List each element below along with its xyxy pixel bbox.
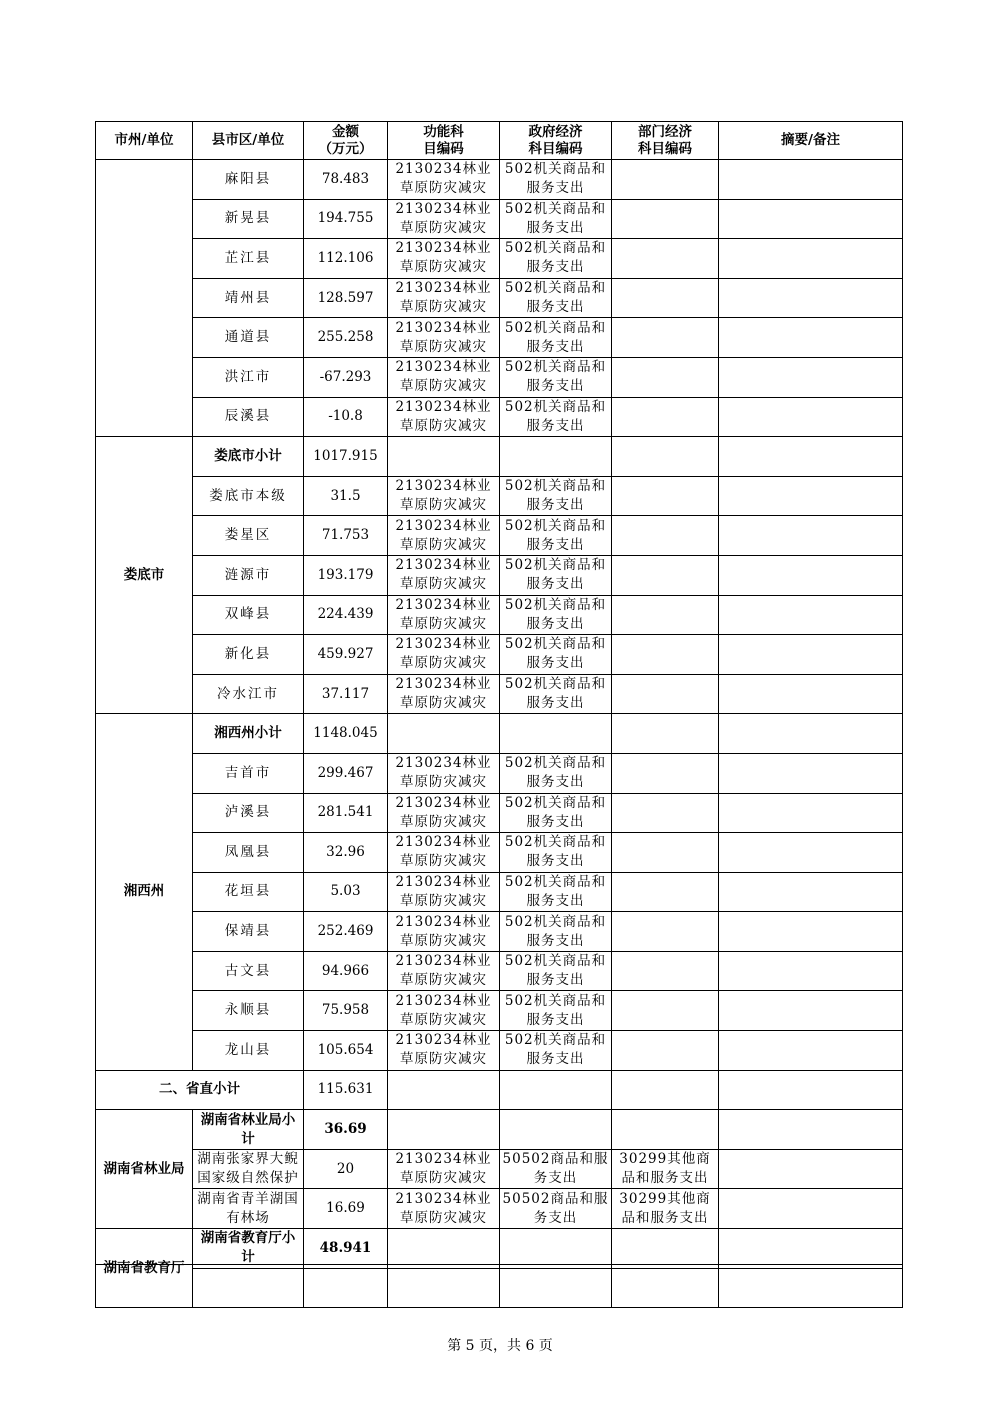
- table-header-row: [96, 122, 903, 160]
- subtotal-label-cell: 湖南省教育厅小计: [193, 1229, 304, 1269]
- func-code-cell: 2130234林业草原防灾减灾: [388, 991, 500, 1031]
- table-row: [96, 516, 903, 556]
- remark-cell: [719, 397, 903, 437]
- table-row: [96, 674, 903, 714]
- amount-cell: 71.753: [304, 516, 388, 556]
- func-code-cell: 2130234林业草原防灾减灾: [388, 397, 500, 437]
- subtotal-label-cell: 湘西州小计: [193, 714, 304, 754]
- dept-code-cell: [612, 753, 719, 793]
- remark-cell: [719, 476, 903, 516]
- subtotal-amount-cell: 48.941: [304, 1229, 388, 1269]
- dept-code-cell: 30299其他商品和服务支出: [612, 1189, 719, 1229]
- remark-cell: [719, 635, 903, 675]
- header-city: 市州/单位: [96, 122, 193, 160]
- table-row: [96, 1268, 903, 1308]
- remark-cell: [719, 318, 903, 358]
- county-cell: 保靖县: [193, 912, 304, 952]
- city-cell: 娄底市: [96, 437, 193, 714]
- gov-code-cell: [500, 437, 612, 477]
- table-row: [96, 555, 903, 595]
- dept-code-cell: [612, 635, 719, 675]
- gov-code-cell: [500, 714, 612, 754]
- gov-code-cell: [500, 1268, 612, 1308]
- amount-cell: 94.966: [304, 951, 388, 991]
- dept-code-cell: [612, 1031, 719, 1071]
- county-cell: 古文县: [193, 951, 304, 991]
- remark-cell: [719, 1070, 903, 1110]
- remark-cell: [719, 951, 903, 991]
- gov-code-cell: [500, 1110, 612, 1150]
- dept-code-cell: [612, 397, 719, 437]
- amount-cell: 252.469: [304, 912, 388, 952]
- city-cell: [96, 160, 193, 437]
- county-cell: 麻阳县: [193, 160, 304, 200]
- provincial-subtotal-label: 二、省直小计: [96, 1070, 304, 1110]
- remark-cell: [719, 1268, 903, 1308]
- county-cell: 芷江县: [193, 239, 304, 279]
- remark-cell: [719, 872, 903, 912]
- gov-code-cell: 502机关商品和服务支出: [500, 793, 612, 833]
- func-code-cell: [388, 1070, 500, 1110]
- remark-cell: [719, 239, 903, 279]
- func-code-cell: [388, 1229, 500, 1269]
- amount-cell: [304, 1268, 388, 1308]
- table-row: [96, 595, 903, 635]
- gov-code-cell: 502机关商品和服务支出: [500, 318, 612, 358]
- func-code-cell: 2130234林业草原防灾减灾: [388, 872, 500, 912]
- remark-cell: [719, 753, 903, 793]
- remark-cell: [719, 357, 903, 397]
- dept-code-cell: [612, 357, 719, 397]
- func-code-cell: 2130234林业草原防灾减灾: [388, 476, 500, 516]
- func-code-cell: 2130234林业草原防灾减灾: [388, 1149, 500, 1189]
- remark-cell: [719, 1189, 903, 1229]
- unit-name-cell: 湖南张家界大鲵国家级自然保护: [193, 1149, 304, 1189]
- table-row: [96, 318, 903, 358]
- dept-code-cell: [612, 318, 719, 358]
- dept-code-cell: [612, 278, 719, 318]
- amount-cell: 459.927: [304, 635, 388, 675]
- county-cell: 娄星区: [193, 516, 304, 556]
- func-code-cell: 2130234林业草原防灾减灾: [388, 674, 500, 714]
- func-code-cell: 2130234林业草原防灾减灾: [388, 635, 500, 675]
- dept-code-cell: [612, 555, 719, 595]
- gov-code-cell: 502机关商品和服务支出: [500, 1031, 612, 1071]
- dept-code-cell: [612, 516, 719, 556]
- city-cell: 湘西州: [96, 714, 193, 1070]
- table-row: [96, 239, 903, 279]
- allocation-table: [95, 121, 903, 1308]
- header-remark: 摘要/备注: [719, 122, 903, 160]
- county-cell: 通道县: [193, 318, 304, 358]
- header-func-code: 功能科 目编码: [388, 122, 500, 160]
- table-row: [96, 872, 903, 912]
- remark-cell: [719, 1110, 903, 1150]
- county-cell: 新化县: [193, 635, 304, 675]
- remark-cell: [719, 160, 903, 200]
- gov-code-cell: [500, 1229, 612, 1269]
- unit-cell: 湖南省教育厅: [96, 1229, 193, 1308]
- func-code-cell: 2130234林业草原防灾减灾: [388, 951, 500, 991]
- dept-code-cell: [612, 1070, 719, 1110]
- amount-cell: -10.8: [304, 397, 388, 437]
- county-cell: 泸溪县: [193, 793, 304, 833]
- dept-code-cell: [612, 912, 719, 952]
- table-row: [96, 357, 903, 397]
- remark-cell: [719, 912, 903, 952]
- unit-cell: 湖南省林业局: [96, 1110, 193, 1229]
- remark-cell: [719, 1229, 903, 1269]
- gov-code-cell: 502机关商品和服务支出: [500, 199, 612, 239]
- gov-code-cell: 502机关商品和服务支出: [500, 635, 612, 675]
- table-row: [96, 437, 903, 477]
- county-cell: 吉首市: [193, 753, 304, 793]
- county-cell: 双峰县: [193, 595, 304, 635]
- subtotal-amount-cell: 1148.045: [304, 714, 388, 754]
- amount-cell: 128.597: [304, 278, 388, 318]
- subtotal-amount-cell: 36.69: [304, 1110, 388, 1150]
- gov-code-cell: 502机关商品和服务支出: [500, 278, 612, 318]
- amount-cell: 105.654: [304, 1031, 388, 1071]
- county-cell: 娄底市本级: [193, 476, 304, 516]
- gov-code-cell: 502机关商品和服务支出: [500, 912, 612, 952]
- gov-code-cell: 502机关商品和服务支出: [500, 872, 612, 912]
- table-row: [96, 1149, 903, 1189]
- page-footer: 第 5 页，共 6 页: [447, 1338, 553, 1354]
- func-code-cell: 2130234林业草原防灾减灾: [388, 753, 500, 793]
- table-row: [96, 160, 903, 200]
- dept-code-cell: [612, 793, 719, 833]
- amount-cell: 37.117: [304, 674, 388, 714]
- table-row: [96, 912, 903, 952]
- header-county: 县市区/单位: [193, 122, 304, 160]
- gov-code-cell: 502机关商品和服务支出: [500, 833, 612, 873]
- dept-code-cell: [612, 714, 719, 754]
- func-code-cell: [388, 714, 500, 754]
- unit-name-cell: 湖南省青羊湖国有林场: [193, 1189, 304, 1229]
- table-row: [96, 991, 903, 1031]
- table-row: [96, 833, 903, 873]
- table-row: [96, 397, 903, 437]
- amount-cell: 281.541: [304, 793, 388, 833]
- func-code-cell: 2130234林业草原防灾减灾: [388, 833, 500, 873]
- gov-code-cell: 502机关商品和服务支出: [500, 595, 612, 635]
- amount-cell: 112.106: [304, 239, 388, 279]
- gov-code-cell: 502机关商品和服务支出: [500, 753, 612, 793]
- func-code-cell: [388, 1268, 500, 1308]
- remark-cell: [719, 674, 903, 714]
- header-gov-code: 政府经济 科目编码: [500, 122, 612, 160]
- gov-code-cell: 502机关商品和服务支出: [500, 516, 612, 556]
- dept-code-cell: [612, 239, 719, 279]
- subtotal-label-cell: 娄底市小计: [193, 437, 304, 477]
- func-code-cell: 2130234林业草原防灾减灾: [388, 160, 500, 200]
- func-code-cell: 2130234林业草原防灾减灾: [388, 1031, 500, 1071]
- remark-cell: [719, 1031, 903, 1071]
- table-row: [96, 635, 903, 675]
- amount-cell: 255.258: [304, 318, 388, 358]
- amount-cell: 224.439: [304, 595, 388, 635]
- header-dept-code: 部门经济 科目编码: [612, 122, 719, 160]
- dept-code-cell: [612, 160, 719, 200]
- gov-code-cell: 502机关商品和服务支出: [500, 160, 612, 200]
- remark-cell: [719, 991, 903, 1031]
- amount-cell: 5.03: [304, 872, 388, 912]
- dept-code-cell: [612, 951, 719, 991]
- dept-code-cell: [612, 595, 719, 635]
- county-cell: 永顺县: [193, 991, 304, 1031]
- county-cell: 龙山县: [193, 1031, 304, 1071]
- remark-cell: [719, 714, 903, 754]
- county-cell: 洪江市: [193, 357, 304, 397]
- table-row: [96, 278, 903, 318]
- func-code-cell: 2130234林业草原防灾减灾: [388, 555, 500, 595]
- amount-cell: 299.467: [304, 753, 388, 793]
- remark-cell: [719, 595, 903, 635]
- dept-code-cell: [612, 1110, 719, 1150]
- dept-code-cell: [612, 437, 719, 477]
- func-code-cell: 2130234林业草原防灾减灾: [388, 1189, 500, 1229]
- table-row: [96, 753, 903, 793]
- remark-cell: [719, 278, 903, 318]
- county-cell: 花垣县: [193, 872, 304, 912]
- func-code-cell: 2130234林业草原防灾减灾: [388, 595, 500, 635]
- func-code-cell: 2130234林业草原防灾减灾: [388, 357, 500, 397]
- amount-cell: -67.293: [304, 357, 388, 397]
- subtotal-amount-cell: 1017.915: [304, 437, 388, 477]
- amount-cell: 16.69: [304, 1189, 388, 1229]
- remark-cell: [719, 555, 903, 595]
- subtotal-label-cell: 湖南省林业局小计: [193, 1110, 304, 1150]
- gov-code-cell: 502机关商品和服务支出: [500, 951, 612, 991]
- header-amount: 金额 （万元）: [304, 122, 388, 160]
- gov-code-cell: 502机关商品和服务支出: [500, 674, 612, 714]
- dept-code-cell: [612, 674, 719, 714]
- func-code-cell: 2130234林业草原防灾减灾: [388, 793, 500, 833]
- gov-code-cell: 50502商品和服务支出: [500, 1149, 612, 1189]
- amount-cell: 31.5: [304, 476, 388, 516]
- table-body: [96, 160, 903, 1308]
- county-cell: 冷水江市: [193, 674, 304, 714]
- amount-cell: 20: [304, 1149, 388, 1189]
- dept-code-cell: [612, 833, 719, 873]
- amount-cell: 78.483: [304, 160, 388, 200]
- table-row: [96, 1189, 903, 1229]
- gov-code-cell: 502机关商品和服务支出: [500, 239, 612, 279]
- func-code-cell: 2130234林业草原防灾减灾: [388, 278, 500, 318]
- remark-cell: [719, 1149, 903, 1189]
- gov-code-cell: [500, 1070, 612, 1110]
- remark-cell: [719, 516, 903, 556]
- func-code-cell: 2130234林业草原防灾减灾: [388, 239, 500, 279]
- amount-cell: 32.96: [304, 833, 388, 873]
- table-row: [96, 793, 903, 833]
- dept-code-cell: [612, 872, 719, 912]
- provincial-subtotal-amount: 115.631: [304, 1070, 388, 1110]
- county-cell: 靖州县: [193, 278, 304, 318]
- amount-cell: 193.179: [304, 555, 388, 595]
- gov-code-cell: 502机关商品和服务支出: [500, 555, 612, 595]
- table-row: [96, 1031, 903, 1071]
- table-row: [96, 714, 903, 754]
- remark-cell: [719, 437, 903, 477]
- func-code-cell: 2130234林业草原防灾减灾: [388, 318, 500, 358]
- gov-code-cell: 502机关商品和服务支出: [500, 357, 612, 397]
- dept-code-cell: [612, 1229, 719, 1269]
- county-cell: 新晃县: [193, 199, 304, 239]
- county-cell: 涟源市: [193, 555, 304, 595]
- gov-code-cell: 502机关商品和服务支出: [500, 991, 612, 1031]
- remark-cell: [719, 199, 903, 239]
- amount-cell: 194.755: [304, 199, 388, 239]
- func-code-cell: 2130234林业草原防灾减灾: [388, 516, 500, 556]
- dept-code-cell: 30299其他商品和服务支出: [612, 1149, 719, 1189]
- table-row: [96, 199, 903, 239]
- func-code-cell: [388, 437, 500, 477]
- county-cell: 辰溪县: [193, 397, 304, 437]
- func-code-cell: 2130234林业草原防灾减灾: [388, 912, 500, 952]
- table-row: [96, 1110, 903, 1150]
- gov-code-cell: 502机关商品和服务支出: [500, 476, 612, 516]
- amount-cell: 75.958: [304, 991, 388, 1031]
- func-code-cell: 2130234林业草原防灾减灾: [388, 199, 500, 239]
- county-cell: 凤凰县: [193, 833, 304, 873]
- gov-code-cell: 50502商品和服务支出: [500, 1189, 612, 1229]
- dept-code-cell: [612, 991, 719, 1031]
- gov-code-cell: 502机关商品和服务支出: [500, 397, 612, 437]
- table-row: [96, 1070, 903, 1110]
- dept-code-cell: [612, 476, 719, 516]
- dept-code-cell: [612, 199, 719, 239]
- remark-cell: [719, 833, 903, 873]
- table-row: [96, 951, 903, 991]
- remark-cell: [719, 793, 903, 833]
- func-code-cell: [388, 1110, 500, 1150]
- table-container: [95, 121, 902, 1276]
- table-row: [96, 1229, 903, 1269]
- table-row: [96, 476, 903, 516]
- county-cell: [193, 1268, 304, 1308]
- dept-code-cell: [612, 1268, 719, 1308]
